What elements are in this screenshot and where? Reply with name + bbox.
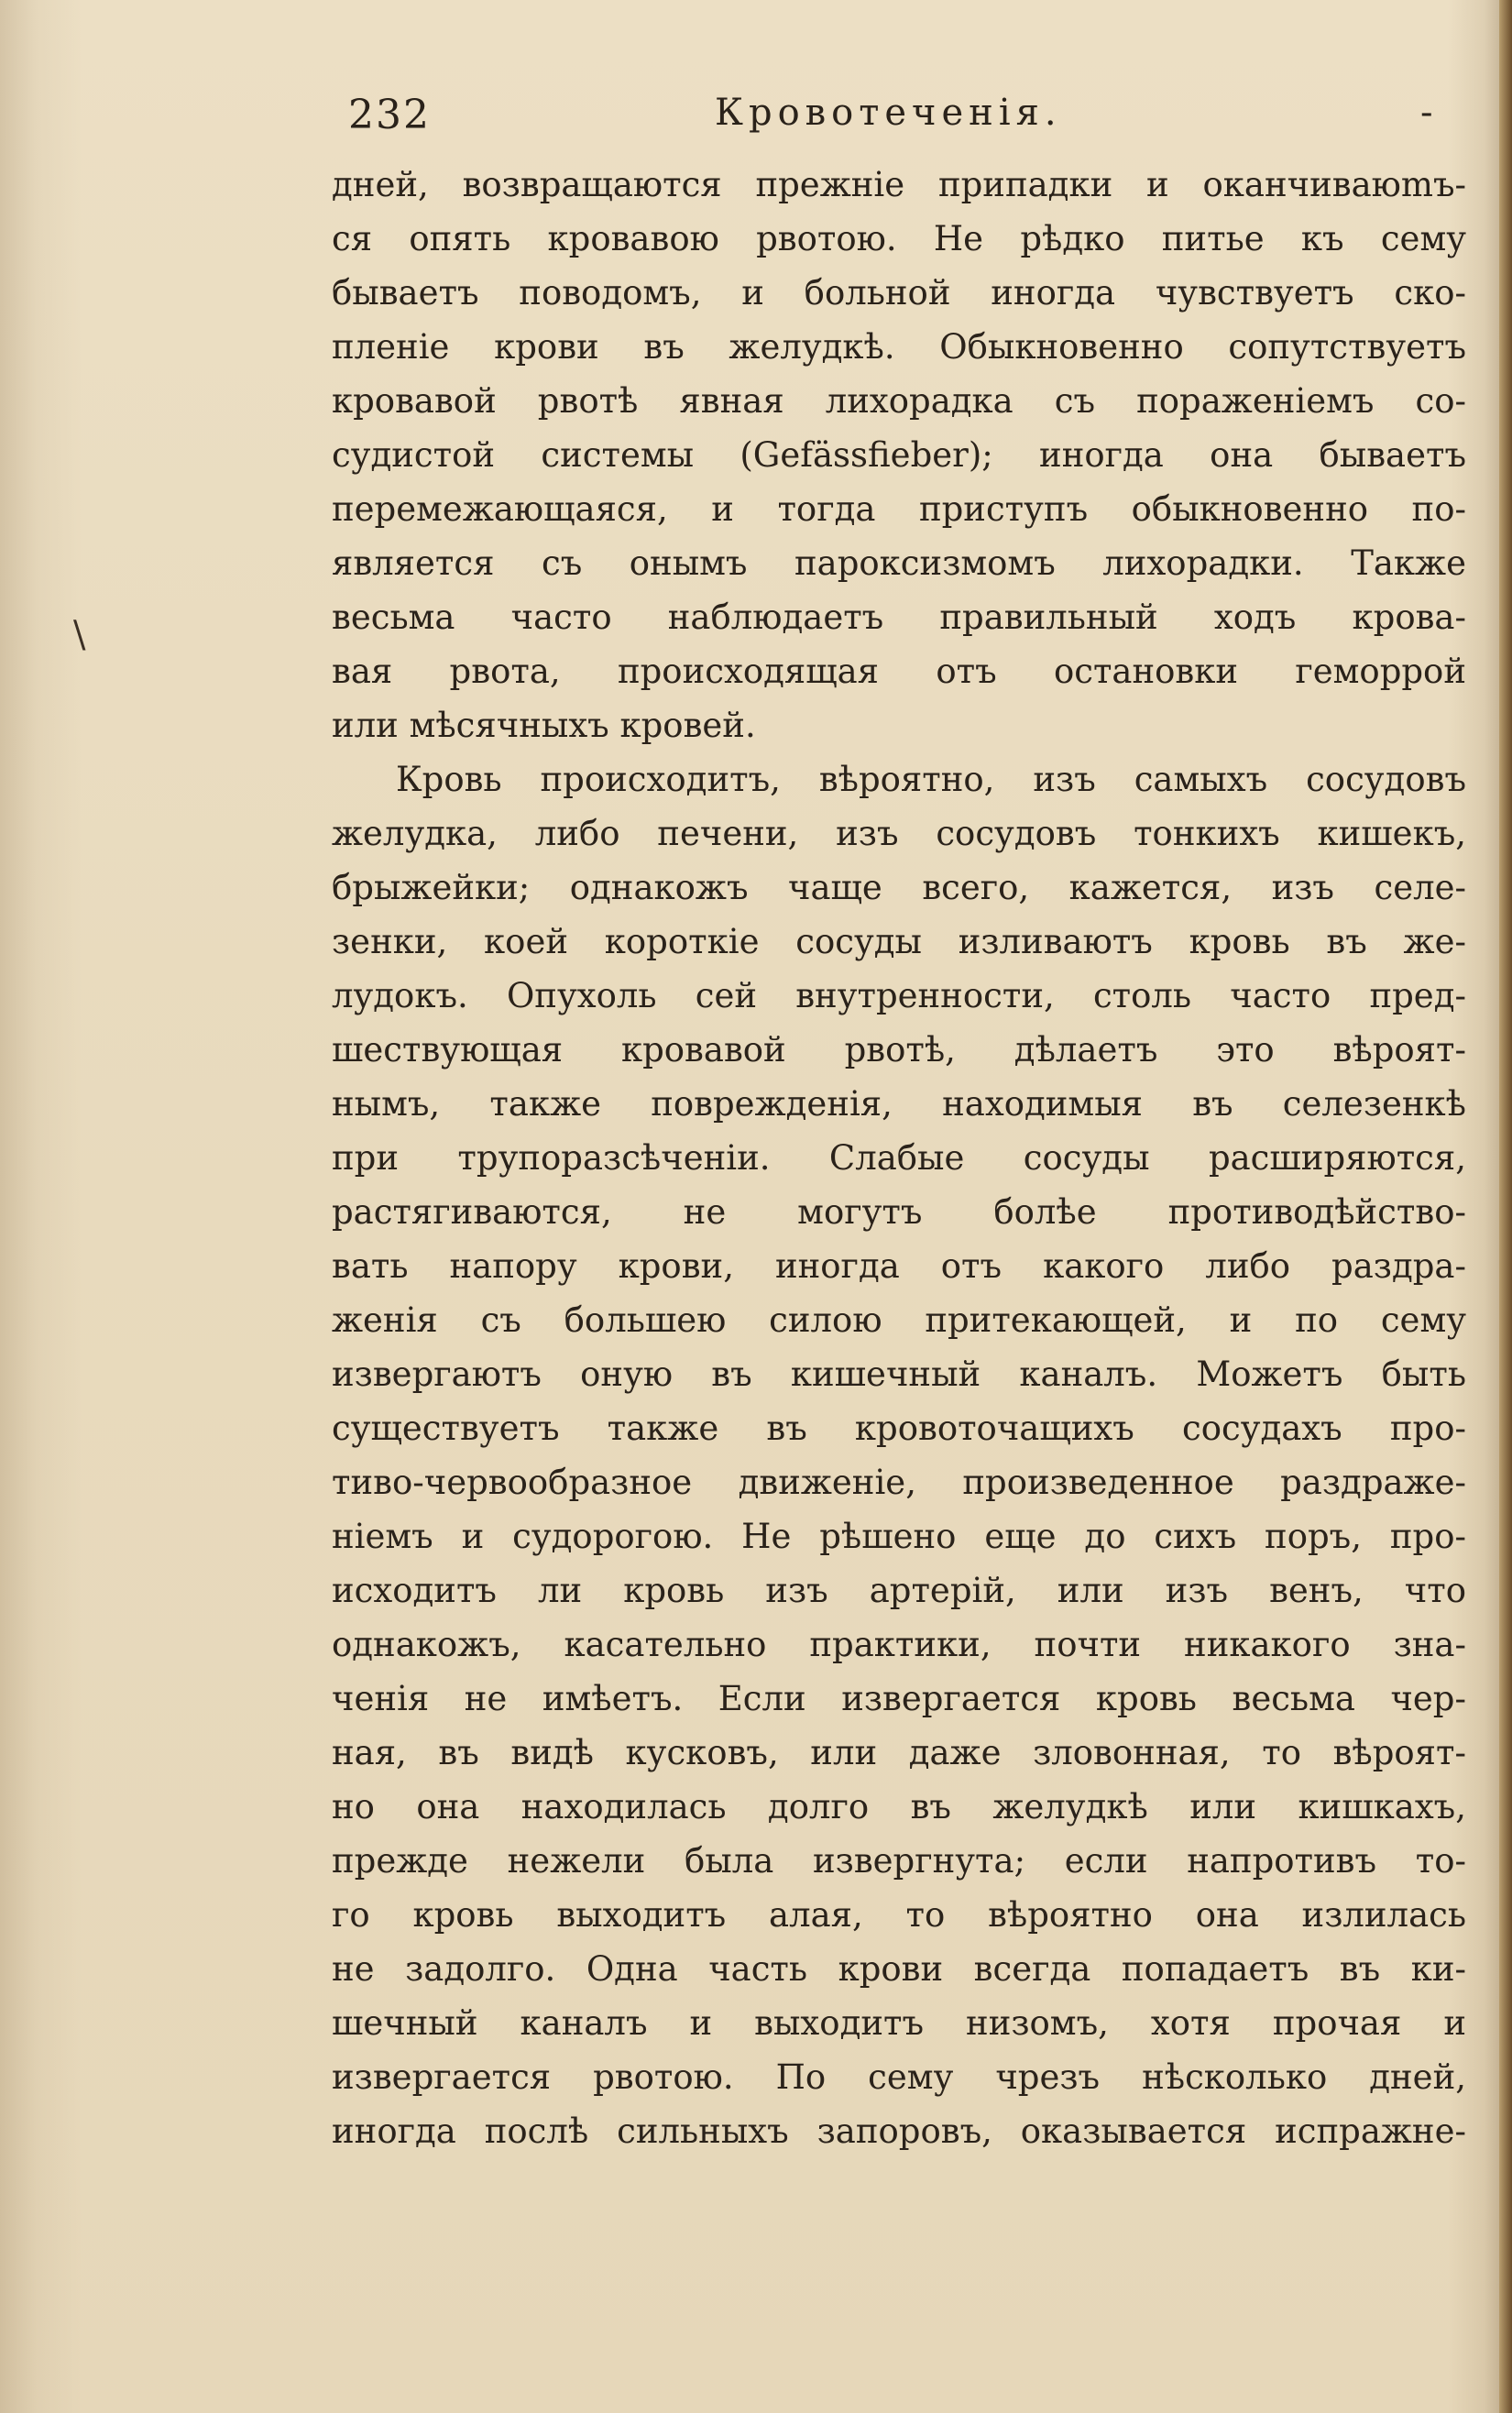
- text-line: ная, въ видѣ кусковъ, или даже зловонная, то вѣроят-: [332, 1733, 1466, 1772]
- text-line: существуетъ также въ кровоточащихъ сосудахъ про-: [332, 1409, 1466, 1448]
- text-line: исходитъ ли кровь изъ артерій, или изъ венъ, что: [332, 1571, 1466, 1610]
- text-line: ніемъ и судорогою. Не рѣшено еще до сихъ поръ, про-: [332, 1517, 1466, 1556]
- text-line: желудка, либо печени, изъ сосудовъ тонкихъ кишекъ,: [332, 814, 1466, 853]
- text-line: перемежающаяся, и тогда приступъ обыкновенно по-: [332, 489, 1466, 529]
- text-line: дней, возвращаются прежніе припадки и оканчиваюmъ-: [332, 165, 1466, 204]
- margin-mark: \: [73, 614, 86, 656]
- text-line: шечный каналъ и выходитъ низомъ, хотя прочая и: [332, 2003, 1466, 2043]
- text-line: шествующая кровавой рвотѣ, дѣлаетъ это вѣроят-: [332, 1030, 1466, 1069]
- text-line: женія съ большею силою притекающей, и по сему: [332, 1300, 1466, 1340]
- text-line: ся опять кровавою рвотою. Не рѣдко питье къ сему: [332, 219, 1466, 258]
- text-line: брыжейки; однакожъ чаще всего, кажется, изъ селе-: [332, 868, 1466, 907]
- text-line: прежде нежели была извергнута; если напротивъ то-: [332, 1841, 1466, 1881]
- text-line: зенки, коей короткіе сосуды изливаютъ кровь въ же-: [332, 922, 1466, 961]
- text-line: весьма часто наблюдаетъ правильный ходъ крова-: [332, 598, 1466, 637]
- text-line: лудокъ. Опухоль сей внутренности, столь часто пред-: [332, 976, 1466, 1015]
- text-line: при трупоразсѣченіи. Слабые сосуды расширяются,: [332, 1138, 1466, 1178]
- paragraph-first-line: Кровь происходитъ, вѣроятно, изъ самыхъ сосудовъ: [396, 760, 1466, 799]
- text-line: извергается рвотою. По сему чрезъ нѣсколько дней,: [332, 2057, 1466, 2097]
- text-line: вать напору крови, иногда отъ какого либо раздра-: [332, 1246, 1466, 1286]
- text-line: вая рвота, происходящая отъ остановки геморрой: [332, 652, 1466, 691]
- body-text: [332, 158, 1466, 2158]
- text-line: является съ онымъ пароксизмомъ лихорадки. Также: [332, 543, 1466, 583]
- text-line: иногда послѣ сильныхъ запоровъ, оказывается испражне-: [332, 2111, 1466, 2151]
- running-head: Кровотеченія.: [715, 92, 1062, 134]
- text-line: извергаютъ оную въ кишечный каналъ. Можетъ быть: [332, 1355, 1466, 1394]
- paragraph-last-line: или мѣсячныхъ кровей.: [332, 706, 756, 745]
- text-line: ченія не имѣетъ. Если извергается кровь весьма чер-: [332, 1679, 1466, 1718]
- text-line: тиво-червообразное движеніе, произведенное раздраже-: [332, 1463, 1466, 1502]
- text-line: судистой системы (Gefässfieber); иногда она бываетъ: [332, 435, 1466, 475]
- text-line: бываетъ поводомъ, и больной иногда чувствуетъ ско-: [332, 273, 1466, 313]
- text-line: но она находилась долго въ желудкѣ или кишкахъ,: [332, 1787, 1466, 1826]
- text-line: пленіе крови въ желудкѣ. Обыкновенно сопутствуетъ: [332, 327, 1466, 367]
- text-line: не задолго. Одна часть крови всегда попадаетъ въ ки-: [332, 1949, 1466, 1989]
- page-edge-shadow: [1499, 0, 1512, 2413]
- page-header: [348, 92, 1475, 147]
- text-line: растягиваются, не могутъ болѣе противодѣйство-: [332, 1192, 1466, 1232]
- text-line: однакожъ, касательно практики, почти никакого зна-: [332, 1625, 1466, 1664]
- page-number: 232: [348, 92, 431, 138]
- text-line: го кровь выходитъ алая, то вѣроятно она излилась: [332, 1895, 1466, 1935]
- header-dash: -: [1420, 92, 1433, 134]
- text-line: кровавой рвотѣ явная лихорадка съ пораженіемъ со-: [332, 381, 1466, 421]
- text-line: нымъ, также поврежденія, находимыя въ селезенкѣ: [332, 1084, 1466, 1124]
